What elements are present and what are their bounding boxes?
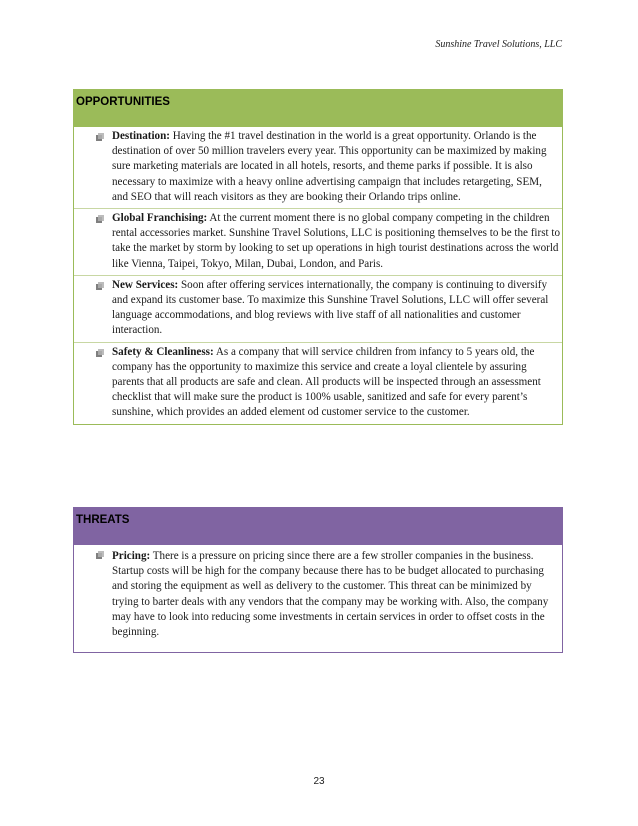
item-text: Soon after offering services internationally, the company is continuing to diversify and expand its customer base. To maximize this Sunshine Travel Solutions, LLC will offer several language accommodations, and blog reviews with live staff of all nationalities and customer interaction. [112,278,549,337]
item-term: Global Franchising: [112,212,208,225]
threats-list [74,545,562,652]
bullet-box-icon [95,132,105,142]
opportunities-heading: OPPORTUNITIES [74,90,562,127]
list-item [74,127,562,208]
opportunities-section [73,89,563,425]
bullet-box-icon [95,550,105,560]
bullet-box-icon [95,214,105,224]
list-item [74,342,562,424]
list-item [74,545,562,652]
item-term: Pricing: [112,550,151,562]
item-term: New Services: [112,278,179,291]
item-text: As a company that will service children from infancy to 5 years old, the company has the opportunity to maximize this service and create a loyal clientele by assuring parents that all products are safe and clean. All products will be inspected through an assessment checklist that will make sure the product is 100% usable, sanitized and safe for every parent’s sunshine, which provides an added element od customer service to the customer. [112,345,541,419]
bullet-box-icon [95,281,105,291]
item-text: There is a pressure on pricing since there are a few stroller companies in the business. Startup costs will be high for the company because there has to be budget allocated to purchasing and storing the equipment as well as delivery to the customer. This threat can be minimized by trying to barter deals with any vendors that the company may be working with. Also, the company may have to look into reducing some investments in certain services in order to offset costs in the beginning. [112,550,549,639]
item-term: Destination: [112,130,170,142]
bullet-box-icon [95,348,105,358]
list-item [74,275,562,342]
list-item [74,208,562,275]
running-header: Sunshine Travel Solutions, LLC [435,39,562,50]
threats-heading: THREATS [74,508,562,545]
item-text: Having the #1 travel destination in the world is a great opportunity. Orlando is the destination of over 50 million travelers every year. This opportunity can be maximized by making sure marketing materials are located in all hotels, resorts, and theme parks if possible. It is also necessary to maximize with a heavy online advertising campaign that includes retargeting, SEM, and SEO that will reach visitors as they are booking their Orlando trips online. [112,130,547,203]
item-term: Safety & Cleanliness: [112,345,214,358]
item-text: At the current moment there is no global company competing in the children rental accessories market. Sunshine Travel Solutions, LLC is positioning themselves to be the first to take the market by storm by looking to set up operations in high tourist destinations across the world like Vienna, Taipei, Tokyo, Milan, Dubai, London, and Paris. [112,212,561,270]
page-number: 23 [313,776,325,787]
threats-section [73,507,563,653]
opportunities-list [74,127,562,424]
